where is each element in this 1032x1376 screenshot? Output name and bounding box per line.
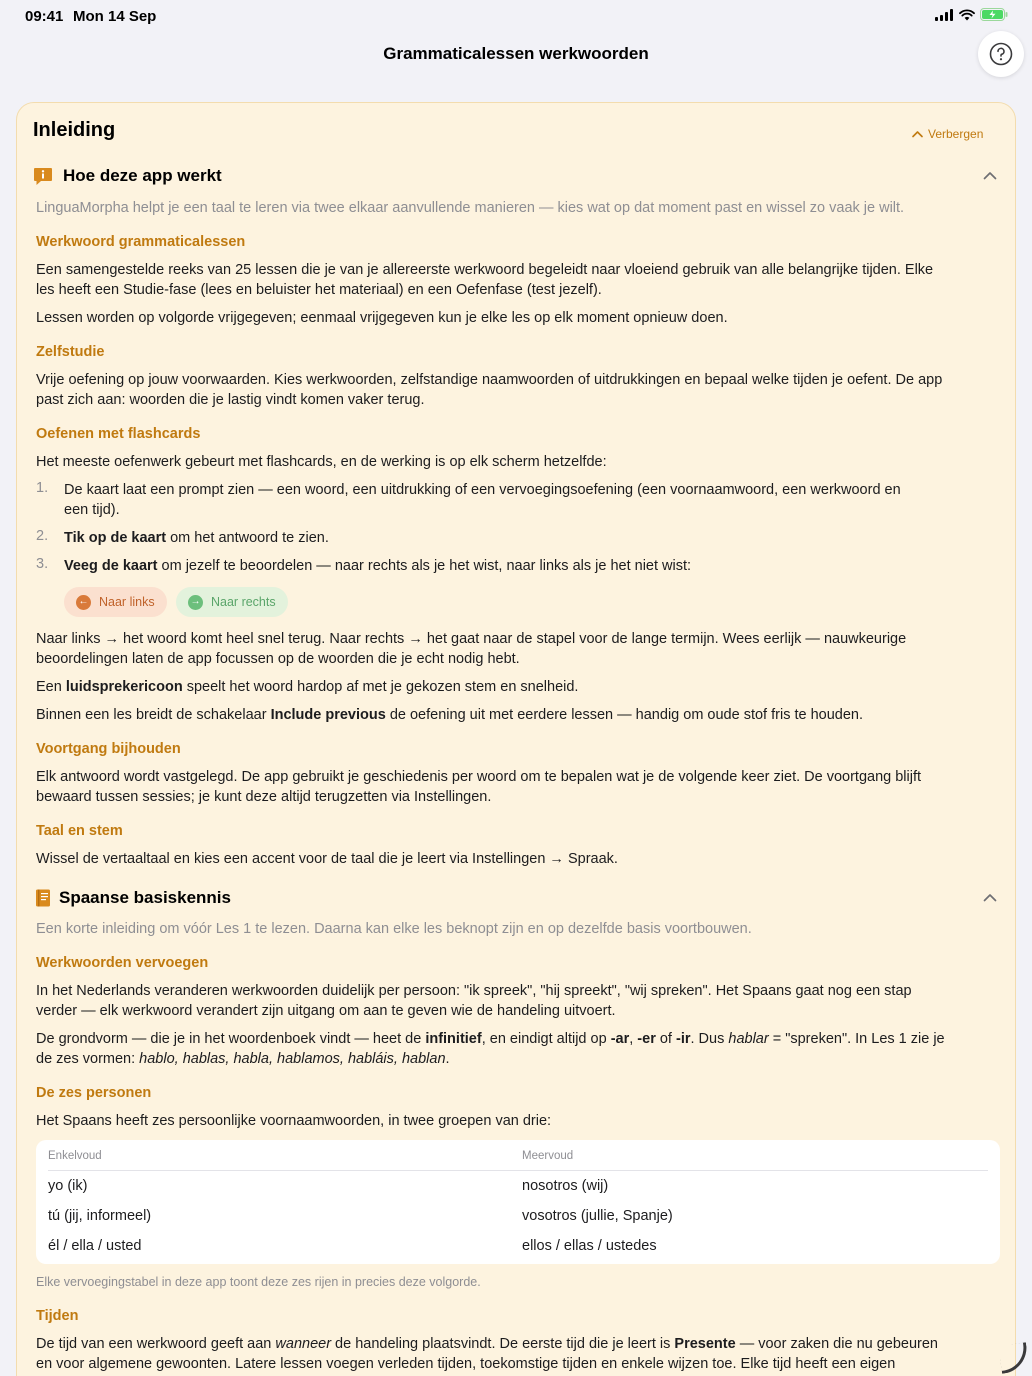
card-title: Inleiding [33,119,116,141]
status-time: 09:41 [25,8,64,25]
language-voice-paragraph: Wissel de vertaaltaal en kies een accent voor de taal die je leert via Instellingen → Spraak. [36,851,618,867]
heading-six-persons: De zes personen [36,1085,152,1101]
section-title-how-it-works[interactable]: Hoe deze app werkt [63,166,222,185]
question-circle-icon [989,42,1013,66]
heading-tenses: Tijden [36,1308,79,1324]
table-cell: nosotros (wij) [522,1178,609,1194]
speaker-paragraph: Een luidsprekericoon speelt het woord hardop af met je gekozen stem en snelheid. [36,679,579,695]
info-section-header[interactable] [33,166,53,191]
signal-icon [935,9,954,21]
swipe-explanation: Naar links → het woord komt heel snel terug. Naar rechts → het gaat naar de stapel voor de lange termijn. Wees eerlijk — nauwkeurige beoordelingen laten de app focussen op de woorden die je echt nodig hebt. [36,631,907,667]
chevron-up-icon [912,130,923,138]
tenses-paragraph: De tijd van een werkwoord geeft aan wanneer de handeling plaatsvindt. De eerste tijd die je leert is Presente — voor zaken die nu gebeuren en voor algemene gewoonten. Latere lessen voegen verleden tijden, toekomstige tijden en enkele wijzen toe. Elke tijd heeft een eigen [36,1336,938,1372]
verb-lessons-paragraph-1: Een samengestelde reeks van 25 lessen die je van je allereerste werkwoord begeleidt naar vloeiend gebruik van alle belangrijke tijden. Elke les heeft een Studie-fase (lees en beluister het materiaal) en een Oefenfase (test jezelf). [36,262,934,298]
status-icons [935,8,1008,21]
heading-flashcards: Oefenen met flashcards [36,426,201,442]
table-cell: tú (jij, informeel) [48,1208,152,1224]
arrow-left-icon: ← [76,595,91,610]
status-bar [0,0,1032,32]
status-date: Mon 14 Sep [73,8,157,25]
column-header-plural: Meervoud [522,1150,574,1162]
heading-progress: Voortgang bijhouden [36,741,181,757]
how-it-works-intro: LinguaMorpha helpt je een taal te leren via twee elkaar aanvullende manieren — kies wat op dat moment past en wissel zo vaak je wilt. [36,200,905,216]
hide-button[interactable] [912,127,983,141]
arrow-right-icon: → [188,595,203,610]
table-cell: él / ella / usted [48,1238,142,1254]
table-divider [48,1170,988,1171]
heading-verb-lessons: Werkwoord grammaticalessen [36,234,246,250]
infinitive-paragraph: De grondvorm — die je in het woordenboek vindt — heet de infinitief, en eindigt altijd op -ar, -er of -ir. Dus hablar = "spreken". In Les 1 zie je de zes vormen: hablo, hablas, habla, hablamos, habláis, hablan. [36,1031,945,1067]
progress-paragraph: Elk antwoord wordt vastgelegd. De app gebruikt je geschiedenis per woord om te bepalen wat je de volgende keer ziet. De voortgang blijft bewaard tussen sessies; je kunt deze altijd terugzetten via Instellingen. [36,769,922,805]
heading-self-study: Zelfstudie [36,344,105,360]
conjugation-paragraph: In het Nederlands veranderen werkwoorden duidelijk per persoon: "ik spreek", "hij spreekt", "wij spreken". Het Spaans gaat nog een stap verder — elk werkwoord verandert zijn uitgang om aan te geven wie de handeling uitvoert. [36,983,912,1019]
spanish-section-header[interactable] [33,888,53,913]
swipe-left-pill: ← Naar links [64,587,167,617]
wifi-icon [959,9,975,21]
spanish-basics-intro: Een korte inleiding om vóór Les 1 te lezen. Daarna kan elke les beknopt zijn en op dezelfde basis voortbouwen. [36,921,752,937]
six-persons-intro: Het Spaans heeft zes persoonlijke voornaamwoorden, in twee groepen van drie: [36,1113,552,1129]
collapse-chevron-icon[interactable] [983,893,997,902]
verb-lessons-paragraph-2: Lessen worden op volgorde vrijgegeven; eenmaal vrijgegeven kun je elke les op elk moment opnieuw doen. [36,310,728,326]
table-cell: yo (ik) [48,1178,88,1194]
step-2-text: Tik op de kaart om het antwoord te zien. [64,530,329,546]
table-note: Elke vervoegingstabel in deze app toont deze zes rijen in precies deze volgorde. [36,1275,481,1289]
flashcards-intro: Het meeste oefenwerk gebeurt met flashcards, en de werking is op elk scherm hetzelfde: [36,454,607,470]
swipe-right-pill: → Naar rechts [176,587,288,617]
hide-button-label: Verbergen [928,127,984,141]
collapse-chevron-icon[interactable] [983,171,997,180]
section-title-spanish-basics[interactable]: Spaanse basiskennis [59,888,231,907]
battery-charging-icon [980,8,1008,21]
table-cell: vosotros (jullie, Spanje) [522,1208,673,1224]
include-previous-paragraph: Binnen een les breidt de schakelaar Include previous de oefening uit met eerdere lessen — handig om oude stof fris te houden. [36,707,864,723]
step-3-text: Veeg de kaart om jezelf te beoordelen — naar rechts als je het wist, naar links als je het niet wist: [64,558,692,574]
table-cell: ellos / ellas / ustedes [522,1238,657,1254]
step-number: 3. [36,556,49,572]
book-icon [33,888,53,908]
resize-corner-indicator [998,1342,1030,1374]
column-header-singular: Enkelvoud [48,1150,102,1162]
pronoun-table [36,1140,1000,1264]
heading-language-voice: Taal en stem [36,823,123,839]
step-1-text: De kaart laat een prompt zien — een woord, een uitdrukking of een vervoegingsoefening (een voornaamwoord, een werkwoord en een tijd). [64,482,901,518]
step-number: 2. [36,528,49,544]
info-bubble-icon [33,166,53,186]
help-button[interactable] [978,31,1024,77]
page-title: Grammaticalessen werkwoorden [383,44,649,63]
heading-conjugation: Werkwoorden vervoegen [36,955,209,971]
self-study-paragraph: Vrije oefening op jouw voorwaarden. Kies werkwoorden, zelfstandige naamwoorden of uitdrukkingen en bepaal welke tijden je oefent. De app past zich aan: woorden die je lastig vindt komen vaker terug. [36,372,943,408]
introduction-card [16,102,1016,1376]
step-number: 1. [36,480,49,496]
